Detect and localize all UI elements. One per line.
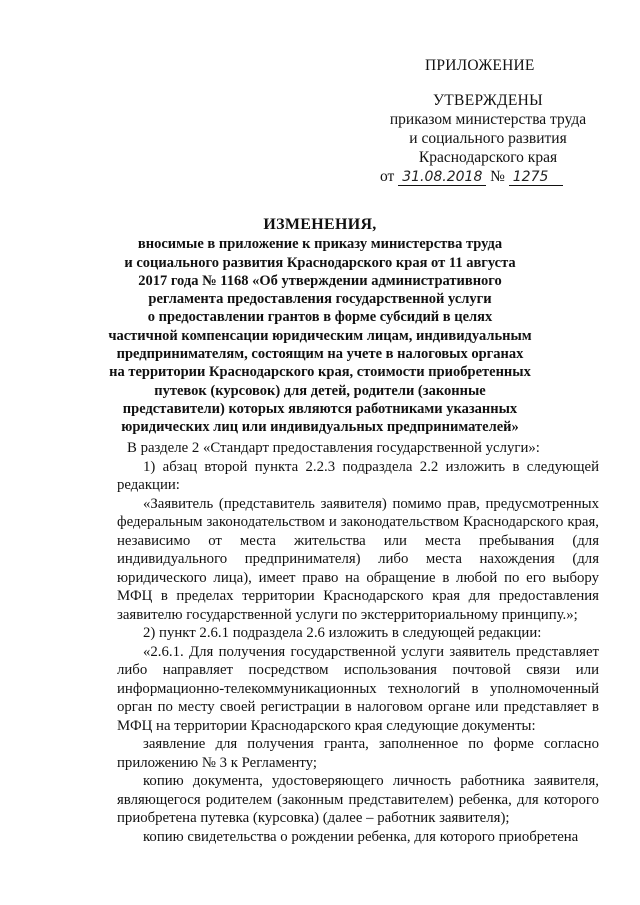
body-paragraph: «2.6.1. Для получения государственной услуги заявитель представляет либо направляет посредством использования почтовой связи или информационно-телекоммуникационных технологий в уполномоченный орган по месту своей регистрации в налоговом органе или представляет в МФЦ на территории Краснодарского края следующие документы:	[117, 643, 599, 734]
handwritten-number: 1275	[509, 170, 563, 186]
title-line: и социального развития Краснодарского края от 11 августа	[124, 254, 516, 271]
title-line: путевок (курсовок) для детей, родители (законные	[154, 382, 486, 399]
approved-line: Краснодарского края	[418, 149, 558, 166]
document-title	[90, 216, 550, 437]
appendix-label: ПРИЛОЖЕНИЕ	[425, 57, 535, 74]
title-line: юридических лиц или индивидуальных предпринимателей»	[121, 419, 519, 436]
title-line: 2017 года № 1168 «Об утверждении административного	[138, 272, 502, 289]
body-paragraph: 2) пункт 2.6.1 подраздела 2.6 изложить в следующей редакции:	[143, 625, 542, 641]
body-paragraph: копию свидетельства о рождении ребенка, для которого приобретена	[143, 828, 579, 845]
title-line: частичной компенсации юридическим лицам, индивидуальным	[108, 327, 532, 344]
number-prefix: №	[490, 168, 505, 185]
title-line: о предоставлении грантов в форме субсидий в целях	[147, 309, 493, 326]
handwritten-date: 31.08.2018	[398, 170, 486, 186]
title-line: предпринимателям, состоящим на учете в налоговых органах	[116, 346, 524, 363]
title-line: на территории Краснодарского края, стоимости приобретенных	[109, 364, 531, 381]
body-paragraph: В разделе 2 «Стандарт предоставления государственной услуги»:	[127, 440, 540, 456]
approved-line: и социального развития	[409, 130, 567, 147]
approved-line: приказом министерства труда	[389, 111, 587, 128]
body-paragraph: 1) абзац второй пункта 2.2.3 подраздела 2.2 изложить в следующей редакции:	[117, 458, 599, 493]
body-paragraph: «Заявитель (представитель заявителя) помимо прав, предусмотренных федеральным законодательством и законодательством Краснодарского края, независимо от места жительства или места пребывания (для индивидуального предпринимателя) либо места нахождения (для юридического лица), имеет право на обращение в любой по его выбору МФЦ в пределах территории Краснодарского края для предоставления заявителю государственной услуги по экстерриториальному принципу.»;	[117, 495, 599, 623]
date-prefix: от	[380, 168, 395, 185]
title-main: ИЗМЕНЕНИЯ,	[263, 216, 377, 233]
title-line: регламента предоставления государственной услуги	[148, 291, 492, 308]
body-paragraph: заявление для получения гранта, заполненное по форме согласно приложению № 3 к Регламенту;	[117, 736, 599, 771]
order-date-number	[373, 167, 603, 186]
title-line: представители) которых являются работниками указанных	[122, 400, 518, 417]
approved-heading: УТВЕРЖДЕНЫ	[433, 92, 543, 109]
document-body	[117, 439, 599, 846]
title-line: вносимые в приложение к приказу министерства труда	[137, 236, 503, 253]
approval-block	[373, 91, 603, 186]
body-paragraph: копию документа, удостоверяющего личность работника заявителя, являющегося родителем (законным представителем) ребенка, для которого приобретена путевка (курсовка) (далее – работник заявителя);	[117, 773, 599, 826]
